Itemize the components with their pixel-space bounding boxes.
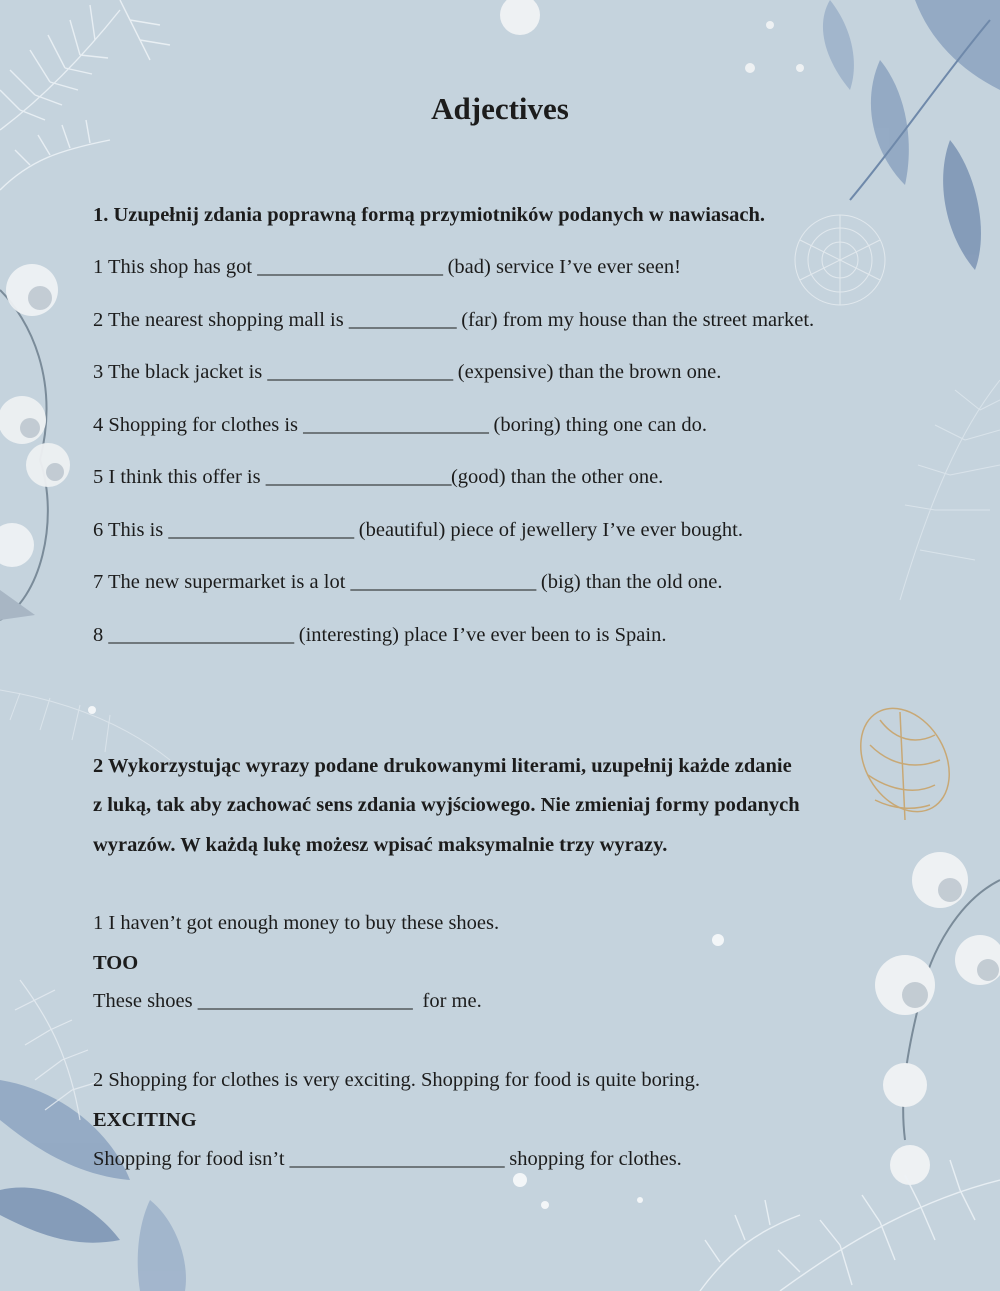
item-number: 3 xyxy=(93,361,104,383)
exercise2-item-gap-line xyxy=(93,1146,682,1172)
exercise2-heading-line: 2 Wykorzystując wyrazy podane drukowanymi literami, uzupełnij każde zdanie xyxy=(93,755,792,777)
answer-blank[interactable]: ___________________ xyxy=(108,624,294,646)
answer-blank[interactable]: ___________________ xyxy=(267,361,453,383)
item-text-after: (beautiful) piece of jewellery I’ve ever bought. xyxy=(358,519,743,541)
exercise1-item xyxy=(93,622,666,648)
answer-blank[interactable]: ___________ xyxy=(348,309,457,331)
item-text-before: This shop has got xyxy=(108,256,253,278)
exercise1-item xyxy=(93,307,814,333)
exercise1-heading: 1. Uzupełnij zdania poprawną formą przymiotników podanych w nawiasach. xyxy=(93,204,766,226)
item-text-after: (boring) thing one can do. xyxy=(493,414,707,436)
exercise1-item xyxy=(93,517,743,543)
exercise1-item xyxy=(93,412,707,438)
item-text-after: (good) than the other one. xyxy=(450,466,664,488)
exercise1-item xyxy=(93,464,663,490)
answer-blank[interactable]: ___________________ xyxy=(303,414,489,436)
exercise2-heading-line: z luką, tak aby zachować sens zdania wyjściowego. Nie zmieniaj formy podanych xyxy=(93,794,800,816)
exercise2-item-gap-line xyxy=(93,988,482,1014)
item-number: 7 xyxy=(93,571,104,593)
item-text-before: I think this offer is xyxy=(108,466,261,488)
exercise2-item-sentence: 2 Shopping for clothes is very exciting. Shopping for food is quite boring. xyxy=(93,1069,700,1091)
exercise2-heading-line: wyrazów. W każdą lukę możesz wpisać maksymalnie trzy wyrazy. xyxy=(93,834,668,856)
item-text-after: (far) from my house than the street market. xyxy=(461,309,815,331)
item-number: 6 xyxy=(93,519,104,541)
answer-blank[interactable]: ___________________ xyxy=(265,466,451,488)
item-number: 8 xyxy=(93,624,104,646)
exercise1-item xyxy=(93,254,681,280)
exercise1-item xyxy=(93,359,721,385)
exercise2-item-sentence: 1 I haven’t got enough money to buy these shoes. xyxy=(93,912,500,934)
gap-before: These shoes xyxy=(93,990,193,1012)
item-text-before: Shopping for clothes is xyxy=(108,414,298,436)
item-number: 2 xyxy=(93,309,104,331)
item-text-before: The black jacket is xyxy=(108,361,263,383)
answer-blank[interactable]: ___________________ xyxy=(168,519,354,541)
item-number: 4 xyxy=(93,414,104,436)
exercise1-item xyxy=(93,569,723,595)
answer-blank[interactable]: ___________________ xyxy=(257,256,443,278)
item-number: 1 xyxy=(93,256,104,278)
exercise2-item-keyword: TOO xyxy=(93,952,139,974)
gap-after: for me. xyxy=(422,990,482,1012)
answer-blank[interactable]: ______________________ xyxy=(289,1148,505,1170)
exercise2-item-keyword: EXCITING xyxy=(93,1109,197,1131)
item-text-after: (bad) service I’ve ever seen! xyxy=(447,256,681,278)
answer-blank[interactable]: ______________________ xyxy=(197,990,413,1012)
item-text-after: (expensive) than the brown one. xyxy=(457,361,722,383)
item-text-before: The new supermarket is a lot xyxy=(108,571,346,593)
item-text-before: This is xyxy=(108,519,164,541)
item-text-after: (big) than the old one. xyxy=(540,571,723,593)
item-number: 5 xyxy=(93,466,104,488)
item-text-before: The nearest shopping mall is xyxy=(108,309,344,331)
item-text-after: (interesting) place I’ve ever been to is Spain. xyxy=(298,624,667,646)
answer-blank[interactable]: ___________________ xyxy=(350,571,536,593)
gap-before: Shopping for food isn’t xyxy=(93,1148,285,1170)
gap-after: shopping for clothes. xyxy=(509,1148,682,1170)
page-title: Adjectives xyxy=(431,91,569,126)
